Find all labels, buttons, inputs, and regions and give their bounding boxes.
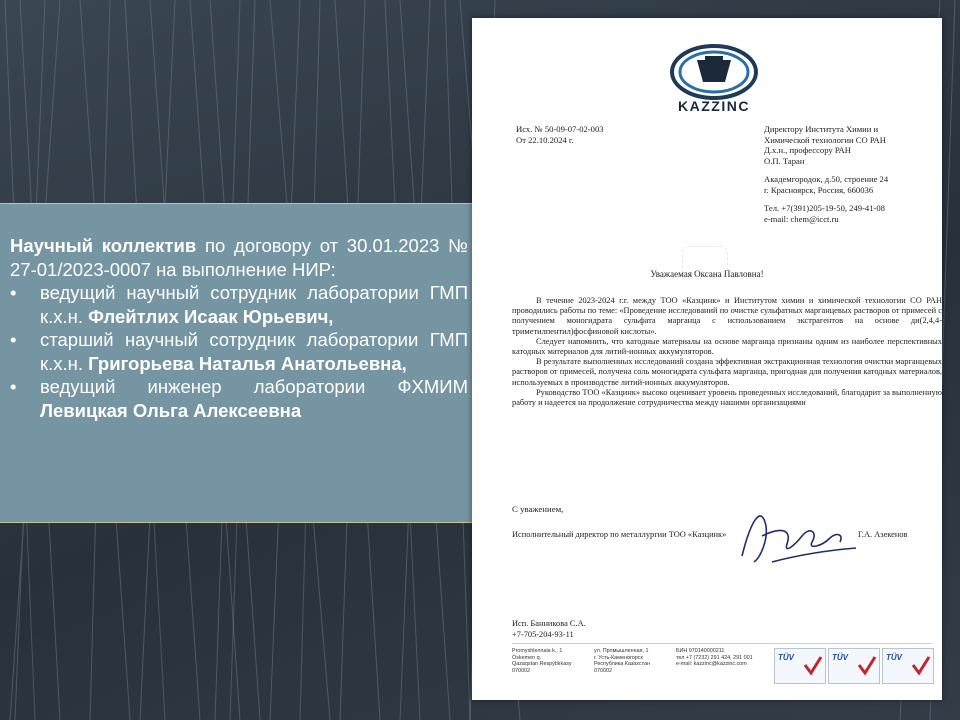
address-line: г. Красноярск, Россия, 660036 [764,184,874,195]
intro-bold: Научный коллектив [10,235,197,256]
footer-line: тел +7 (7232) 291 424, 291 001 [676,654,753,661]
address-line: Академгородок, д.50, строение 24 [764,174,889,184]
footer-address-russian [594,648,674,674]
letter-footer [512,643,932,684]
closing-regards: С уважением, [512,504,564,514]
contact-line: Тел. +7(391)205-19-50, 249-41-08 [764,203,885,213]
footer-line: Öskemen q. [512,654,542,661]
recipient-line: Химической технологии СО РАН [764,134,886,145]
recipient-line: Директору Института Химии и [764,124,879,134]
tuv-certificate-badge [882,648,934,684]
reference-date: От 22.10.2024 г. [516,135,574,145]
footer-line: ул. Промышленная, 1 [594,648,649,654]
body-paragraph: В результате выполненных исследований создана эффективная экстракционная технология очистки марганцевых растворов от примесей, получена соль моногидрата сульфата марганца, пригодная для получения катодных материалов, используемых в производстве литий-ионных аккумуляторов. [512,357,942,387]
executor-phone: +7-705-204-93-11 [512,630,574,639]
footer-line: 070002 [512,667,530,674]
signer-name: Г.А. Азекенов [858,530,908,539]
tuv-label: TÜV [886,653,902,662]
bullet-dot: • [10,282,17,303]
intro-paragraph [10,234,468,281]
tuv-certificate-badge [828,648,880,684]
recipient-line: О.П. Таран [764,155,805,166]
bullet-item [10,281,468,328]
tuv-label: TÜV [778,653,794,662]
recipient-block [764,124,934,224]
body-paragraph: Руководство ТОО «Казцинк» высоко оценивает уровень проведенных исследований, благодарит за выполненную работу и надеется на продолжение сотрудничества между нашими организациями [512,387,942,408]
bullet-item [10,328,468,375]
tuv-certificate-badge [774,648,826,684]
tuv-label: TÜV [832,653,848,662]
signer-title: Исполнительный директор по металлургии ТОО «Казцинк» [512,530,727,539]
bullet-dot: • [10,376,17,397]
recipient-line: Д.х.н., профессору РАН [764,145,851,155]
footer-line: Promyshlennaia k., 1 [512,648,563,654]
panel-content [10,234,468,422]
footer-line: 070002 [594,667,612,674]
executor-block [512,618,586,640]
bullet-text: ведущий научный сотрудник лаборатории ГМП к.х.н. [40,282,468,327]
bullet-name: Григорьева Наталья Анатольевна, [88,352,407,374]
handwritten-signature-icon [732,496,862,576]
footer-line: г. Усть-Каменогорск [594,654,643,661]
bullet-text: старший научный сотрудник лаборатории ГМП к.х.н. [40,329,468,374]
footer-line: Республика Казахстан [594,661,650,668]
checkmark-icon [911,655,931,677]
signer-line [512,530,932,539]
footer-address-kazakh [512,648,592,674]
checkmark-icon [857,655,877,677]
letter-greeting: Уважаемая Оксана Павловна! [650,269,764,279]
bullet-name: Левицкая Ольга Алексеевна [40,399,302,421]
body-paragraph: В течение 2023-2024 г.г. между ТОО «Казцинк» и Институтом химии и химической технологии СО РАН проводились работы по теме: «Проведение исследований по очистке сульфатных марганцевых растворов от примесей с получением моногидрата сульфата марганца с использованием экстрагентов на основе ди(2,4,4-триметилпентил)фосфиновой кислоты». [512,296,942,336]
body-paragraph: Следует напомнить, что катодные материалы на основе марганца признаны одним из наиболее перспективных катодных материалов для литий-ионных аккумуляторов. [512,336,942,357]
footer-line: e-mail: kazzinc@kazzinc.com [676,661,747,668]
bullet-text: ведущий инженер лаборатории ФХМИМ [40,376,468,397]
reference-number: Исх. № 50-09-07-02-003 [516,124,604,134]
contact-line: e-mail: chem@icct.ru [764,213,839,224]
bullet-item [10,375,468,422]
footer-contacts [676,648,772,668]
footer-line: БИН 970140000211 [676,648,725,654]
bullet-dot: • [10,329,17,350]
checkmark-icon [803,655,823,677]
footer-line: Qazaqstan Respýblıkasy [512,661,572,668]
executor-name: Исп. Банникова С.А. [512,619,586,628]
logo-text: KAZZINC [678,98,750,114]
outgoing-reference [516,124,604,146]
letter-document [472,18,942,700]
intro-text: по договору от 30.01.2023 № 27-01/2023-0007 на выполнение НИР: [10,235,468,280]
text-panel [0,203,472,523]
bullet-name: Флейтлих Исаак Юрьевич, [88,305,334,327]
letter-body [512,296,942,408]
